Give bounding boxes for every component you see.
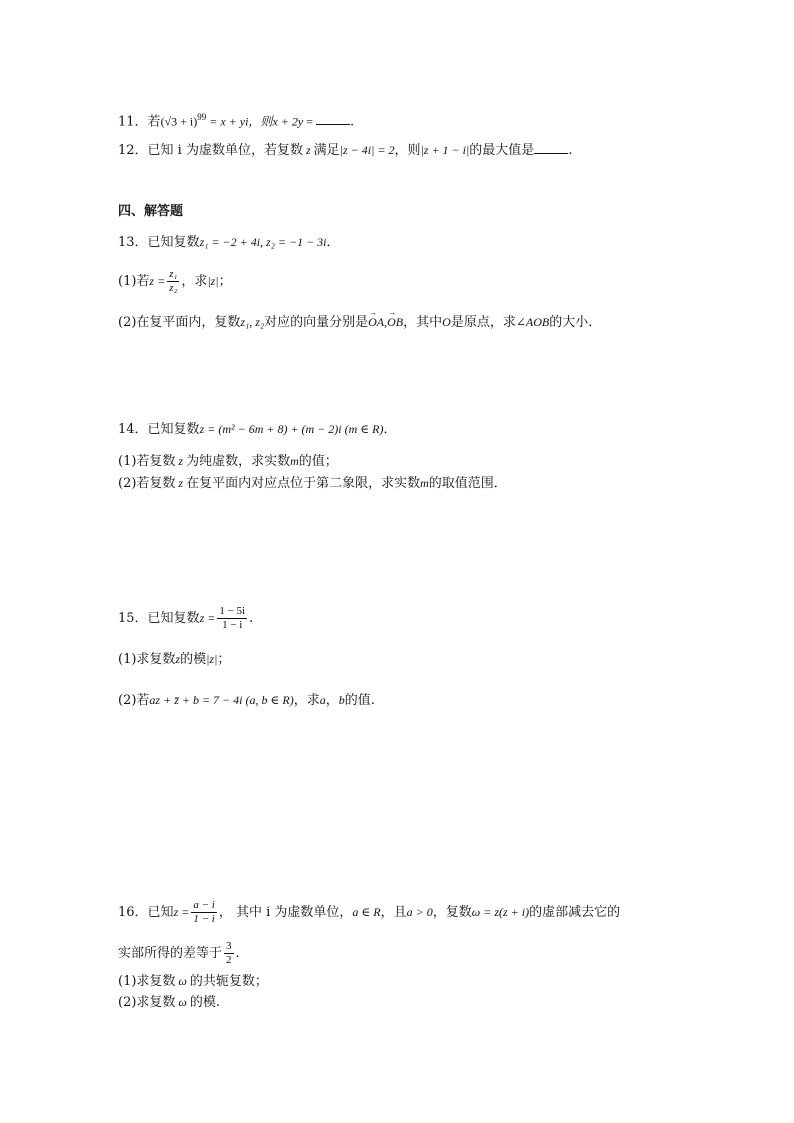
answer-blank [534, 141, 568, 154]
math-equation: z = (m² − 6m + 8) + (m − 2)i (m ∈ R) [199, 422, 384, 436]
question-14 [118, 420, 397, 439]
numerator: 1 − 5i [219, 605, 246, 617]
text: (2)若复数 [118, 476, 176, 491]
text: 的虚部减去它的 [529, 905, 621, 920]
question-14-part-2 [118, 474, 507, 493]
text: 在复平面内对应点位于第二象限，求实数 [186, 476, 421, 491]
text: 的大小． [549, 315, 602, 330]
text: 的取值范围． [428, 476, 507, 491]
text: ， [325, 693, 339, 708]
math-var: a [319, 693, 326, 707]
question-number: 12． [118, 143, 148, 158]
text: 满足 [313, 143, 340, 158]
text: (1)求复数 [118, 652, 176, 667]
text: (2)若 [118, 693, 150, 708]
vector-ob: → OB [387, 313, 403, 331]
math-exponent: 99 [197, 112, 207, 122]
text: 的最大值是 [469, 143, 535, 158]
text: ，且 [380, 905, 407, 920]
question-number: 15． [118, 611, 148, 626]
question-number: 13． [118, 235, 148, 250]
math-var: z [175, 652, 181, 666]
math-var: ω [175, 974, 190, 988]
math-equation: z₁ = −2 + 4i, z₂ = −1 − 3i [199, 235, 327, 249]
math-expression: x + 2y [272, 114, 304, 129]
period: ． [383, 422, 397, 437]
text: (1)若复数 [118, 454, 176, 469]
math-var: O [442, 315, 451, 329]
text: ，求 [293, 693, 320, 708]
question-11 [118, 108, 354, 131]
math-equation: = x + yi，则 [206, 114, 273, 129]
text: ，复数 [432, 905, 472, 920]
question-number: 11． [118, 114, 148, 130]
math-equation: az + z̄ + b = 7 − 4i (a, b ∈ R) [149, 693, 294, 707]
numerator: a − i [193, 899, 215, 911]
text: 已知 [147, 905, 174, 920]
math-var: z₁, z₂ [240, 315, 265, 329]
math-var: z = [173, 905, 190, 919]
math-condition: |z − 4i| = 2 [339, 143, 395, 157]
math-eq-sign: = [303, 114, 316, 129]
math-angle: ∠AOB [515, 315, 550, 329]
math-base: (√3 + i) [160, 114, 198, 129]
question-12 [118, 141, 572, 160]
fraction [191, 899, 216, 926]
text: 若 [147, 114, 161, 130]
text: 的值； [298, 454, 338, 469]
math-var: ω [175, 995, 190, 1009]
text: (1)若 [118, 274, 150, 289]
math-condition: a ∈ R [352, 905, 381, 919]
question-number: 14． [118, 422, 148, 437]
comma: , [384, 315, 388, 329]
text: 的值. [344, 693, 375, 708]
question-15-part-1 [118, 650, 230, 669]
question-13-part-2 [118, 313, 601, 332]
vector-oa: → OA [368, 313, 384, 331]
math-var: z = [199, 611, 216, 625]
text: 已知复数 [147, 422, 200, 437]
question-16-part-2 [118, 993, 220, 1012]
fraction [224, 940, 234, 967]
text: (2)求复数 [118, 995, 176, 1010]
math-expression: |z + 1 − i| [420, 143, 470, 157]
numerator: z₁ [169, 268, 178, 280]
question-number: 16． [118, 905, 148, 920]
math-var: z [302, 143, 314, 157]
denominator: 2 [226, 954, 232, 966]
question-16-line-2 [118, 940, 240, 967]
text: 的共轭复数； [189, 974, 268, 989]
math-var: z [175, 454, 187, 468]
question-13-part-1 [118, 268, 232, 295]
text: (2)在复平面内，复数 [118, 315, 241, 330]
fraction [167, 268, 179, 295]
text: ， 其中 i 为虚数单位， [218, 905, 353, 920]
math-var: m [420, 476, 429, 490]
text: ； [218, 274, 232, 289]
question-14-part-1 [118, 452, 338, 471]
text: 是原点，求 [450, 315, 516, 330]
math-var: b [338, 693, 345, 707]
text: ； [217, 652, 231, 667]
text: ，求 [181, 274, 208, 289]
question-15 [118, 605, 253, 632]
text: 已知复数 [147, 235, 200, 250]
period: . [349, 114, 355, 130]
denominator: 1 − i [193, 913, 215, 925]
math-var: m [290, 454, 299, 468]
question-15-part-2 [118, 691, 375, 710]
period: ． [326, 235, 340, 250]
denominator: 1 − i [222, 619, 243, 631]
math-abs: |z| [207, 274, 219, 288]
answer-blank [316, 112, 350, 125]
text: 已知复数 [147, 611, 200, 626]
text: 的模 [180, 652, 207, 667]
denominator: z₂ [169, 282, 178, 294]
text: (1)求复数 [118, 974, 176, 989]
text: 的模. [189, 995, 221, 1010]
text: 已知 i 为虚数单位，若复数 [147, 143, 303, 158]
math-condition: a > 0 [406, 905, 433, 919]
math-abs: |z| [206, 652, 218, 666]
question-16 [118, 899, 620, 926]
period: . [235, 946, 240, 961]
period: . [249, 611, 254, 626]
question-16-part-1 [118, 972, 268, 991]
section-title: 四、解答题 [118, 204, 184, 219]
fraction [217, 605, 247, 632]
text: 对应的向量分别是 [264, 315, 369, 330]
math-expression: ω = z(z + i) [471, 905, 530, 919]
text: ，其中 [403, 315, 443, 330]
text: ，则 [394, 143, 421, 158]
text: 实部所得的差等于 [118, 946, 223, 961]
math-var: z [175, 476, 187, 490]
question-13 [118, 233, 340, 252]
text: 为纯虚数，求实数 [186, 454, 291, 469]
numerator: 3 [226, 940, 232, 952]
math-var: z = [149, 274, 166, 288]
period: . [568, 143, 573, 158]
